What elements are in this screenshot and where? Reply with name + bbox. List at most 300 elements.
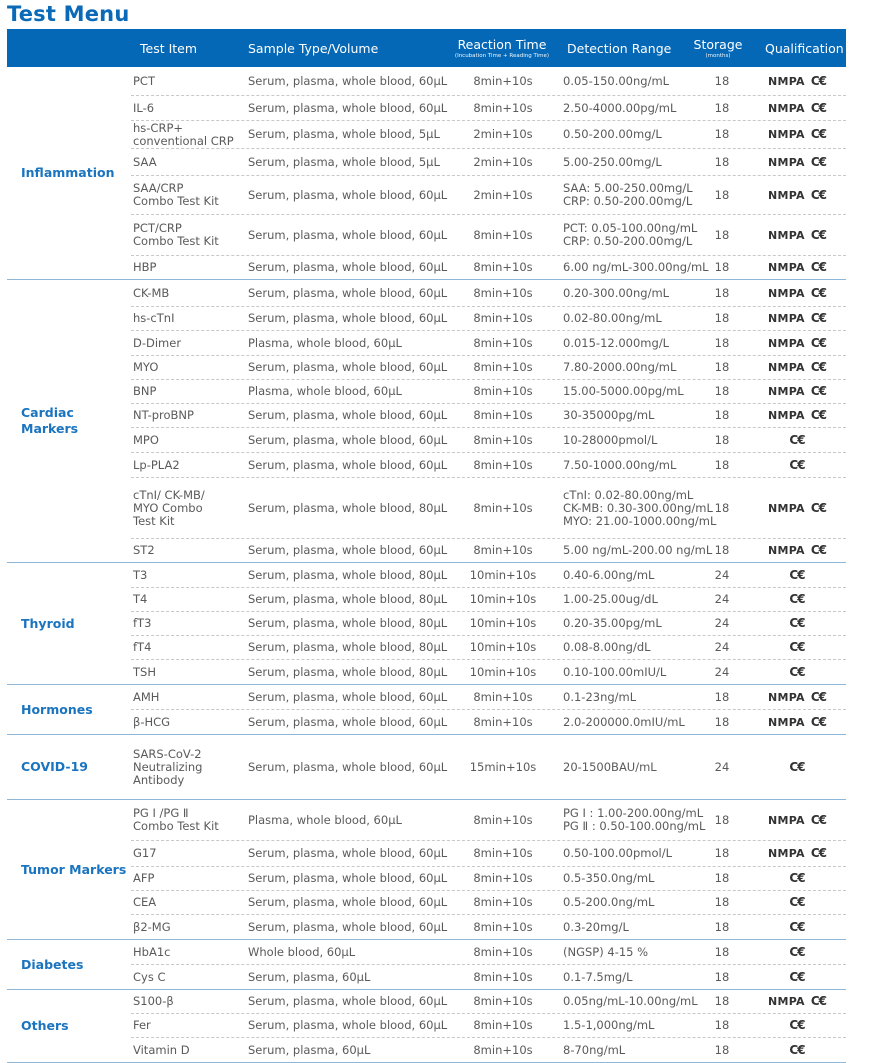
detection-range-cell: 0.10-100.00mIU/L (563, 664, 667, 679)
sample-cell: Serum, plasma, whole blood, 60μL (248, 714, 448, 729)
test-item-cell: AFP (133, 871, 155, 885)
ce-mark-icon: C€ (789, 592, 805, 606)
detection-range-cell: 0.08-8.00ng/dL (563, 640, 651, 654)
storage-cell: 24 (714, 592, 730, 606)
table-row (131, 735, 846, 799)
detection-range-cell: 0.5-350.0ng/mL (563, 871, 655, 885)
test-item-cell: Vitamin D (133, 1042, 190, 1057)
nmpa-mark: NMPA (767, 74, 805, 88)
sample-cell: Serum, plasma, 60μL (248, 969, 371, 984)
reaction-time-cell: 8min+10s (473, 335, 533, 350)
storage-cell: 18 (714, 919, 730, 934)
test-item-cell: hs-CRP+ conventional CRP (133, 120, 234, 148)
storage-cell: 18 (714, 895, 730, 909)
qualification-cell (751, 380, 843, 403)
nmpa-mark: NMPA (767, 101, 805, 115)
test-item-cell: PCT (133, 73, 155, 88)
storage-cell: 18 (714, 227, 730, 242)
category-group (7, 280, 846, 563)
sample-cell: Serum, plasma, whole blood, 60μL (248, 846, 448, 860)
header-reaction-time-sub: (Incubation Time + Reading Time) (454, 53, 550, 59)
nmpa-mark: NMPA (767, 995, 805, 1008)
header-test-item: Test Item (140, 40, 198, 56)
storage-cell: 18 (714, 432, 730, 447)
storage-cell: 18 (714, 1018, 730, 1032)
test-item-cell: PG Ⅰ /PG Ⅱ Combo Test Kit (133, 806, 219, 833)
table-row (131, 612, 846, 636)
table-row (131, 380, 846, 404)
reaction-time-cell: 8min+10s (473, 919, 533, 934)
ce-mark-icon: C€ (810, 100, 827, 115)
sample-cell: Serum, plasma, whole blood, 60μL (248, 543, 448, 557)
ce-mark-icon: C€ (789, 640, 805, 654)
test-item-cell: NT-proBNP (133, 408, 194, 422)
category-group (7, 685, 846, 735)
storage-cell: 18 (714, 689, 730, 704)
reaction-time-cell: 8min+10s (473, 812, 533, 827)
storage-cell: 24 (714, 664, 730, 679)
page-title: Test Menu (7, 2, 130, 26)
reaction-time-cell: 10min+10s (469, 640, 537, 654)
detection-range-cell: 10-28000pmol/L (563, 432, 658, 447)
qualification-cell (751, 453, 843, 477)
qualification-cell (751, 121, 843, 148)
table-row (131, 149, 846, 176)
reaction-time-cell: 10min+10s (469, 664, 537, 679)
test-item-cell: G17 (133, 846, 157, 860)
storage-cell: 18 (714, 408, 730, 422)
detection-range-cell: 1.00-25.00ug/dL (563, 592, 658, 606)
test-item-cell: PCT/CRP Combo Test Kit (133, 221, 219, 248)
storage-cell: 18 (714, 969, 730, 984)
sample-cell: Serum, plasma, whole blood, 60μL (248, 311, 448, 325)
detection-range-cell: 15.00-5000.00pg/mL (563, 384, 684, 398)
storage-cell: 18 (714, 500, 730, 515)
table-row (131, 256, 846, 279)
ce-mark-icon: C€ (789, 969, 805, 984)
sample-cell: Serum, plasma, whole blood, 80μL (248, 592, 448, 606)
table-header (7, 29, 846, 67)
detection-range-cell: 30-35000pg/mL (563, 408, 655, 422)
qualification-cell (751, 891, 843, 914)
storage-cell: 18 (714, 994, 730, 1008)
ce-mark-icon: C€ (810, 311, 827, 325)
reaction-time-cell: 8min+10s (473, 689, 533, 704)
detection-range-cell: 0.1-7.5mg/L (563, 969, 633, 984)
sample-cell: Serum, plasma, whole blood, 60μL (248, 432, 448, 447)
header-reaction-time-label: Reaction Time (457, 37, 547, 52)
storage-cell: 18 (714, 127, 730, 141)
nmpa-mark: NMPA (767, 286, 805, 300)
category-name: Inflammation (21, 165, 115, 180)
test-item-cell: MPO (133, 432, 159, 447)
detection-range-cell: PCT: 0.05-100.00ng/mL CRP: 0.50-200.00mg/L (563, 221, 698, 248)
detection-range-cell: 2.50-4000.00pg/mL (563, 100, 677, 115)
sample-cell: Serum, plasma, whole blood, 80μL (248, 500, 448, 515)
nmpa-mark: NMPA (767, 409, 805, 422)
table-row (131, 539, 846, 562)
ce-mark-icon: C€ (810, 187, 827, 202)
header-sample: Sample Type/Volume (248, 40, 379, 56)
ce-mark-icon: C€ (810, 812, 827, 827)
qualification-cell (751, 331, 843, 355)
qualification-cell (751, 588, 843, 611)
qualification-cell (751, 149, 843, 175)
reaction-time-cell: 8min+10s (473, 714, 533, 729)
sample-cell: Serum, plasma, 60μL (248, 1042, 371, 1057)
test-item-cell: T3 (133, 567, 148, 582)
detection-range-cell: (NGSP) 4-15 % (563, 944, 649, 959)
table-row (131, 331, 846, 356)
test-item-cell: β2-MG (133, 919, 171, 934)
ce-mark-icon: C€ (789, 895, 805, 909)
sample-cell: Whole blood, 60μL (248, 944, 356, 959)
table-row (131, 841, 846, 867)
qualification-cell (751, 563, 843, 587)
storage-cell: 18 (714, 154, 730, 169)
detection-range-cell: 0.02-80.00ng/mL (563, 311, 662, 325)
table-row (131, 1038, 846, 1062)
storage-cell: 18 (714, 360, 730, 374)
ce-mark-icon: C€ (810, 360, 827, 374)
reaction-time-cell: 10min+10s (469, 567, 537, 582)
detection-range-cell: 0.40-6.00ng/mL (563, 567, 655, 582)
ce-mark-icon: C€ (789, 457, 805, 472)
reaction-time-cell: 8min+10s (473, 944, 533, 959)
reaction-time-cell: 8min+10s (473, 432, 533, 447)
detection-range-cell: SAA: 5.00-250.00mg/L CRP: 0.50-200.00mg/L (563, 181, 693, 208)
detection-range-cell: 7.50-1000.00ng/mL (563, 457, 677, 472)
detection-range-cell: 0.20-35.00pg/mL (563, 616, 662, 630)
detection-range-cell: 0.1-23ng/mL (563, 689, 637, 704)
sample-cell: Serum, plasma, whole blood, 60μL (248, 100, 448, 115)
test-item-cell: CEA (133, 895, 157, 909)
storage-cell: 18 (714, 944, 730, 959)
reaction-time-cell: 8min+10s (473, 100, 533, 115)
sample-cell: Serum, plasma, whole blood, 60μL (248, 994, 448, 1008)
ce-mark-icon: C€ (810, 260, 827, 274)
ce-mark-icon: C€ (810, 994, 827, 1008)
nmpa-mark: NMPA (767, 385, 805, 398)
nmpa-mark: NMPA (767, 544, 805, 557)
table-row (131, 280, 846, 307)
detection-range-cell: 0.015-12.000mg/L (563, 335, 670, 350)
ce-mark-icon: C€ (789, 432, 805, 447)
sample-cell: Plasma, whole blood, 60μL (248, 335, 402, 350)
table-row (131, 990, 846, 1014)
ce-mark-icon: C€ (789, 1018, 805, 1032)
test-item-cell: SAA (133, 154, 157, 169)
ce-mark-icon: C€ (810, 227, 827, 242)
storage-cell: 24 (714, 616, 730, 630)
storage-cell: 18 (714, 73, 730, 88)
test-item-cell: CK-MB (133, 285, 170, 300)
table-row (131, 176, 846, 215)
header-reaction-time (447, 29, 557, 67)
qualification-cell (751, 478, 843, 538)
sample-cell: Serum, plasma, whole blood, 80μL (248, 640, 448, 654)
qualification-cell (751, 636, 843, 659)
category-group (7, 563, 846, 685)
table-row (131, 915, 846, 939)
nmpa-mark: NMPA (767, 847, 805, 860)
detection-range-cell: PG Ⅰ : 1.00-200.00ng/mL PG Ⅱ : 0.50-100.00ng/mL (563, 806, 706, 833)
ce-mark-icon: C€ (810, 154, 827, 169)
category-group (7, 990, 846, 1063)
qualification-cell (751, 735, 843, 799)
table-row (131, 356, 846, 380)
reaction-time-cell: 8min+10s (473, 1018, 533, 1032)
detection-range-cell: 20-1500BAU/mL (563, 759, 657, 774)
sample-cell: Serum, plasma, whole blood, 80μL (248, 567, 448, 582)
sample-cell: Serum, plasma, whole blood, 60μL (248, 895, 448, 909)
sample-cell: Serum, plasma, whole blood, 60μL (248, 285, 448, 300)
reaction-time-cell: 15min+10s (469, 759, 537, 774)
detection-range-cell: 2.0-200000.0mIU/mL (563, 714, 685, 729)
storage-cell: 18 (714, 543, 730, 557)
table-row (131, 96, 846, 121)
nmpa-mark: NMPA (767, 128, 805, 141)
nmpa-mark: NMPA (767, 690, 805, 704)
storage-cell: 18 (714, 335, 730, 350)
storage-cell: 24 (714, 567, 730, 582)
qualification-cell (751, 356, 843, 379)
category-name: Thyroid (21, 615, 75, 631)
reaction-time-cell: 8min+10s (473, 969, 533, 984)
detection-range-cell: 8-70ng/mL (563, 1042, 626, 1057)
detection-range-cell: 6.00 ng/mL-300.00ng/mL (563, 260, 709, 274)
detection-range-cell: 0.20-300.00ng/mL (563, 285, 670, 300)
ce-mark-icon: C€ (789, 919, 805, 934)
nmpa-mark: NMPA (767, 715, 805, 729)
test-item-cell: SAA/CRP Combo Test Kit (133, 181, 219, 208)
table-row (131, 1014, 846, 1038)
test-item-cell: AMH (133, 689, 160, 704)
sample-cell: Serum, plasma, whole blood, 60μL (248, 457, 448, 472)
reaction-time-cell: 8min+10s (473, 500, 533, 515)
test-item-cell: BNP (133, 384, 157, 398)
detection-range-cell: 0.05-150.00ng/mL (563, 73, 670, 88)
qualification-cell (751, 404, 843, 427)
detection-range-cell: 1.5-1,000ng/mL (563, 1018, 655, 1032)
storage-cell: 18 (714, 871, 730, 885)
storage-cell: 18 (714, 260, 730, 274)
header-storage-label: Storage (693, 37, 743, 52)
reaction-time-cell: 8min+10s (473, 73, 533, 88)
nmpa-mark: NMPA (767, 228, 805, 242)
table-row (131, 121, 846, 149)
header-qualification: Qualification (765, 40, 844, 56)
ce-mark-icon: C€ (810, 714, 827, 729)
reaction-time-cell: 8min+10s (473, 360, 533, 374)
table-row (131, 800, 846, 841)
sample-cell: Serum, plasma, whole blood, 80μL (248, 616, 448, 630)
reaction-time-cell: 8min+10s (473, 384, 533, 398)
category-name: COVID-19 (21, 759, 88, 774)
nmpa-mark: NMPA (767, 501, 805, 515)
sample-cell: Serum, plasma, whole blood, 5μL (248, 127, 440, 141)
table-row (131, 453, 846, 478)
table-row (131, 478, 846, 539)
qualification-cell (751, 867, 843, 890)
qualification-cell (751, 428, 843, 452)
ce-mark-icon: C€ (789, 759, 805, 774)
reaction-time-cell: 2min+10s (473, 187, 533, 202)
detection-range-cell: 0.50-100.00pmol/L (563, 846, 673, 860)
table-row (131, 215, 846, 256)
storage-cell: 18 (714, 846, 730, 860)
detection-range-cell: 0.50-200.00mg/L (563, 127, 662, 141)
storage-cell: 18 (714, 187, 730, 202)
qualification-cell (751, 685, 843, 709)
table-row (131, 867, 846, 891)
storage-cell: 18 (714, 384, 730, 398)
ce-mark-icon: C€ (810, 408, 827, 422)
storage-cell: 18 (714, 285, 730, 300)
sample-cell: Serum, plasma, whole blood, 80μL (248, 664, 448, 679)
ce-mark-icon: C€ (810, 543, 827, 557)
nmpa-mark: NMPA (767, 813, 805, 827)
qualification-cell (751, 965, 843, 989)
table-row (131, 660, 846, 684)
table-row (131, 588, 846, 612)
sample-cell: Serum, plasma, whole blood, 60μL (248, 408, 448, 422)
detection-range-cell: 5.00-250.00mg/L (563, 154, 662, 169)
table-row (131, 891, 846, 915)
sample-cell: Plasma, whole blood, 60μL (248, 384, 402, 398)
table-row (131, 67, 846, 96)
detection-range-cell: 0.3-20mg/L (563, 919, 629, 934)
category-group (7, 800, 846, 940)
ce-mark-icon: C€ (789, 944, 805, 959)
ce-mark-icon: C€ (789, 567, 805, 582)
reaction-time-cell: 8min+10s (473, 457, 533, 472)
qualification-cell (751, 1014, 843, 1037)
test-item-cell: fT4 (133, 640, 152, 654)
qualification-cell (751, 800, 843, 840)
qualification-cell (751, 96, 843, 120)
table-row (131, 965, 846, 989)
detection-range-cell: 5.00 ng/mL-200.00 ng/mL (563, 543, 713, 557)
reaction-time-cell: 8min+10s (473, 846, 533, 860)
ce-mark-icon: C€ (789, 664, 805, 679)
sample-cell: Serum, plasma, whole blood, 5μL (248, 154, 440, 169)
nmpa-mark: NMPA (767, 361, 805, 374)
qualification-cell (751, 307, 843, 330)
reaction-time-cell: 2min+10s (473, 154, 533, 169)
table-row (131, 636, 846, 660)
test-item-cell: HBP (133, 260, 157, 274)
reaction-time-cell: 10min+10s (469, 616, 537, 630)
detection-range-cell: cTnI: 0.02-80.00ng/mL CK-MB: 0.30-300.00ng/mL MYO: 21.00-1000.00ng/mL (563, 487, 717, 528)
table-row (131, 428, 846, 453)
sample-cell: Serum, plasma, whole blood, 60μL (248, 360, 448, 374)
ce-mark-icon: C€ (810, 689, 827, 704)
category-group (7, 67, 846, 280)
test-item-cell: SARS-CoV-2 Neutralizing Antibody (133, 746, 203, 787)
category-name: Hormones (21, 701, 93, 717)
table-row (131, 307, 846, 331)
category-name: Others (21, 1018, 69, 1033)
qualification-cell (751, 940, 843, 964)
category-group (7, 735, 846, 800)
ce-mark-icon: C€ (810, 127, 827, 141)
qualification-cell (751, 841, 843, 866)
qualification-cell (751, 67, 843, 95)
detection-range-cell: 7.80-2000.00ng/mL (563, 360, 677, 374)
detection-range-cell: 0.5-200.0ng/mL (563, 895, 655, 909)
test-item-cell: D-Dimer (133, 335, 182, 350)
ce-mark-icon: C€ (810, 73, 827, 88)
reaction-time-cell: 8min+10s (473, 227, 533, 242)
storage-cell: 18 (714, 311, 730, 325)
test-menu-table (7, 29, 846, 1063)
sample-cell: Serum, plasma, whole blood, 60μL (248, 227, 448, 242)
storage-cell: 18 (714, 100, 730, 115)
header-storage (693, 29, 743, 67)
qualification-cell (751, 1038, 843, 1062)
sample-cell: Plasma, whole blood, 60μL (248, 812, 402, 827)
storage-cell: 18 (714, 457, 730, 472)
storage-cell: 18 (714, 714, 730, 729)
ce-mark-icon: C€ (789, 1042, 805, 1057)
test-item-cell: β-HCG (133, 714, 171, 729)
reaction-time-cell: 2min+10s (473, 127, 533, 141)
reaction-time-cell: 8min+10s (473, 994, 533, 1008)
nmpa-mark: NMPA (767, 336, 805, 350)
reaction-time-cell: 8min+10s (473, 285, 533, 300)
test-item-cell: T4 (133, 592, 148, 606)
reaction-time-cell: 8min+10s (473, 871, 533, 885)
sample-cell: Serum, plasma, whole blood, 60μL (248, 260, 448, 274)
reaction-time-cell: 8min+10s (473, 260, 533, 274)
table-row (131, 563, 846, 588)
storage-cell: 24 (714, 759, 730, 774)
ce-mark-icon: C€ (789, 616, 805, 630)
header-detection-range: Detection Range (567, 40, 672, 56)
table-row (131, 940, 846, 965)
sample-cell: Serum, plasma, whole blood, 60μL (248, 871, 448, 885)
storage-cell: 24 (714, 640, 730, 654)
qualification-cell (751, 710, 843, 734)
nmpa-mark: NMPA (767, 155, 805, 169)
test-item-cell: ST2 (133, 543, 155, 557)
table-row (131, 685, 846, 710)
sample-cell: Serum, plasma, whole blood, 60μL (248, 689, 448, 704)
qualification-cell (751, 215, 843, 255)
category-name: Tumor Markers (21, 861, 127, 877)
sample-cell: Serum, plasma, whole blood, 60μL (248, 73, 448, 88)
qualification-cell (751, 660, 843, 684)
ce-mark-icon: C€ (810, 335, 827, 350)
qualification-cell (751, 990, 843, 1013)
table-row (131, 710, 846, 734)
ce-mark-icon: C€ (810, 500, 827, 515)
header-storage-sub: (months) (705, 53, 731, 59)
test-item-cell: hs-cTnI (133, 311, 175, 325)
ce-mark-icon: C€ (789, 871, 805, 885)
category-group (7, 940, 846, 990)
category-name: Diabetes (21, 956, 84, 972)
test-item-cell: cTnI/ CK-MB/ MYO Combo Test Kit (133, 487, 205, 528)
sample-cell: Serum, plasma, whole blood, 60μL (248, 759, 448, 774)
reaction-time-cell: 8min+10s (473, 543, 533, 557)
test-item-cell: MYO (133, 360, 159, 374)
test-item-cell: IL-6 (133, 100, 155, 115)
reaction-time-cell: 8min+10s (473, 1042, 533, 1057)
nmpa-mark: NMPA (767, 188, 805, 202)
qualification-cell (751, 256, 843, 279)
